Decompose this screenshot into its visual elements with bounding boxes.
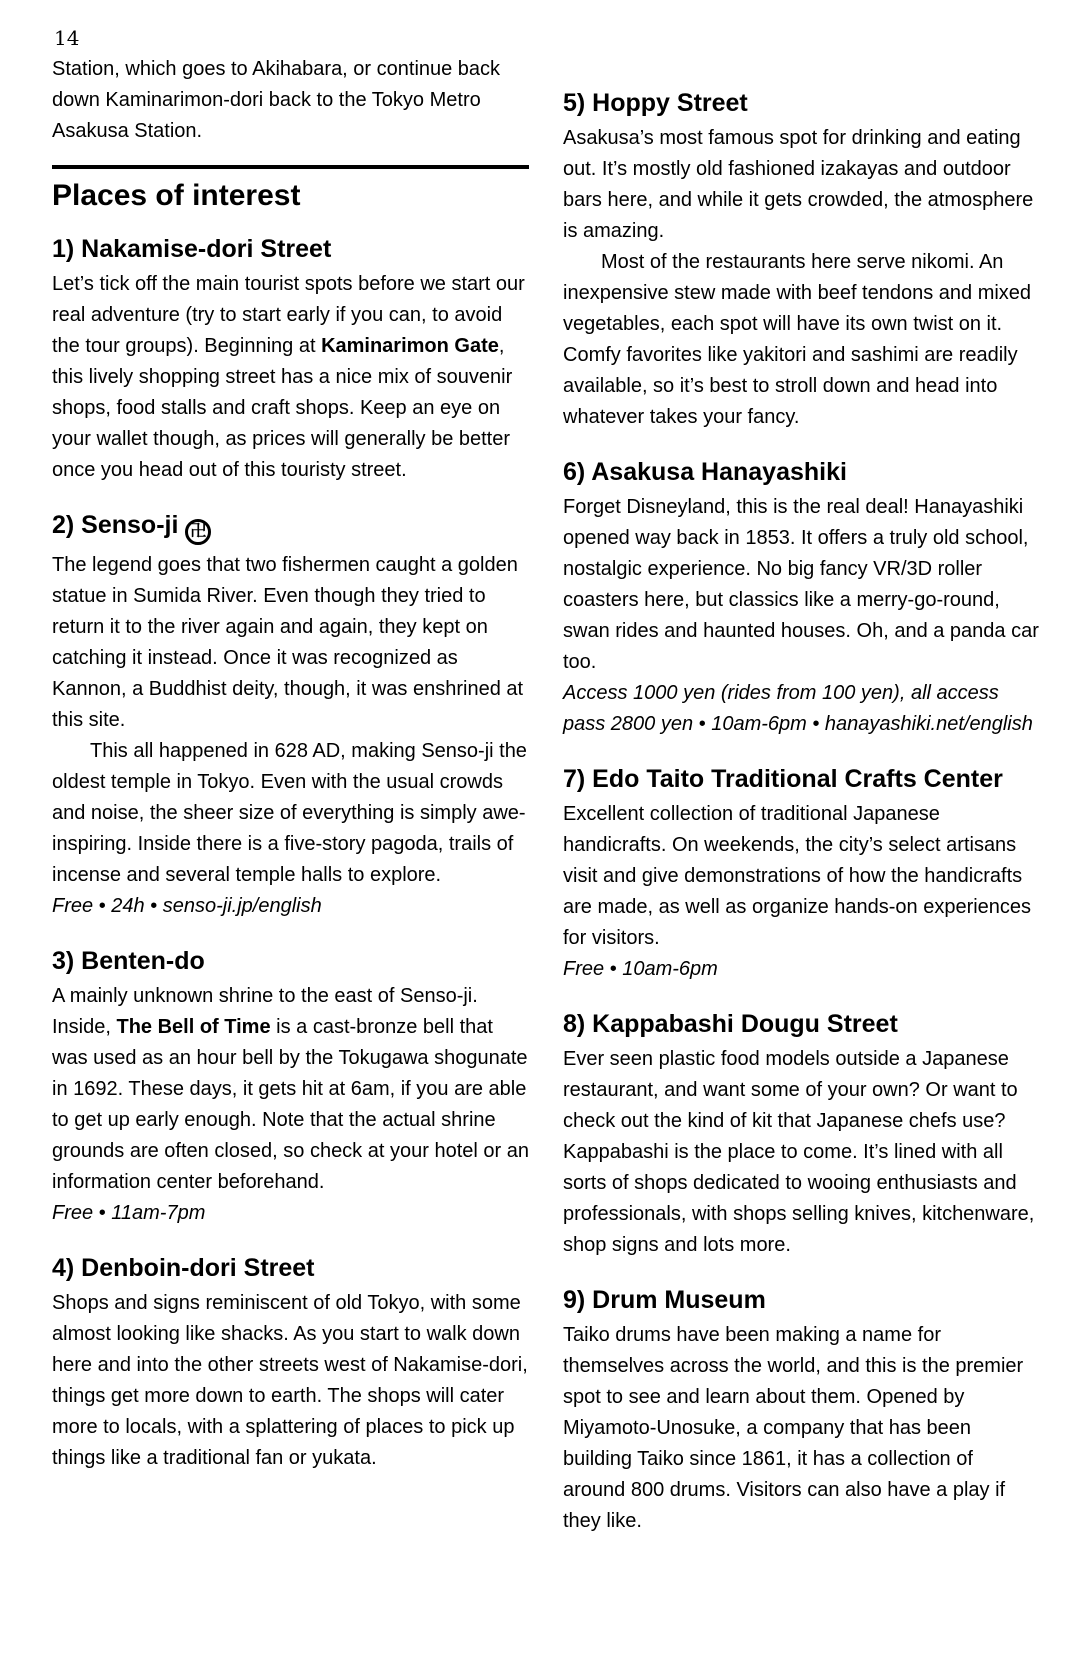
section-kappabashi-dougu-street <box>563 1009 1040 1261</box>
section-heading <box>563 457 1040 487</box>
section-denboin-dori-street <box>52 1253 529 1474</box>
section-divider <box>52 165 529 169</box>
page-section-title: Places of interest <box>52 179 301 212</box>
page-number: 14 <box>54 26 80 50</box>
section-title: 9) Drum Museum <box>563 1286 766 1314</box>
section-asakusa-hanayashiki <box>563 457 1040 740</box>
text-run: Excellent collection of traditional Japanese handicrafts. On weekends, the city’s select artisans visit and give demonstrations of how the handicrafts are made, as well as organize hands-on experiences for visitors. <box>563 803 1032 949</box>
paragraph <box>52 736 529 891</box>
section-title: 1) Nakamise-dori Street <box>52 234 332 263</box>
paragraph <box>563 123 1040 247</box>
paragraph <box>563 1320 1040 1537</box>
section-heading <box>52 1253 529 1283</box>
text-run: A mainly unknown shrine to the east of Senso-ji. Inside, <box>52 984 478 1038</box>
section-meta: Access 1000 yen (rides from 100 yen), all access pass 2800 yen • 10am-6pm • hanayashiki.net/english <box>563 682 1033 735</box>
section-senso-ji <box>52 510 529 922</box>
paragraph <box>563 492 1040 678</box>
text-run: Taiko drums have been making a name for themselves across the world, and this is the premier spot to see and learn about them. Opened by Miyamoto-Unosuke, a company that has been building Taiko since 1861, it has a collection of around 800 drums. Visitors can also have a play if they like. <box>563 1324 1024 1532</box>
section-heading <box>563 1285 1040 1315</box>
section-heading <box>52 946 529 976</box>
section-meta: Free • 10am-6pm <box>563 958 718 980</box>
paragraph <box>563 1044 1040 1261</box>
text-run: is a cast-bronze bell that was used as an hour bell by the Tokugawa shogunate in 1692. These days, it gets hit at 6am, if you are able to get up early enough. Note that the actual shrine grounds are often closed, so check at your hotel or an information center beforehand. <box>52 1015 529 1193</box>
section-edo-taito-crafts-center <box>563 764 1040 985</box>
section-nakamise-dori-street <box>52 234 529 486</box>
text-run: This all happened in 628 AD, making Senso-ji the oldest temple in Tokyo. Even with the usual crowds and noise, the sheer size of everything is simply awe-inspiring. Inside there is a five-story pagoda, trails of incense and several temple halls to explore. <box>52 739 527 886</box>
bold-text-run: Kaminarimon Gate <box>321 334 499 357</box>
section-title: 4) Denboin-dori Street <box>52 1253 315 1282</box>
section-drum-museum <box>563 1285 1040 1537</box>
paragraph <box>52 981 529 1198</box>
paragraph <box>52 550 529 736</box>
section-heading <box>563 88 1040 118</box>
text-run: Shops and signs reminiscent of old Tokyo, with some almost looking like shacks. As you start to walk down here and into the other streets west of Nakamise-dori, things get more down to earth. The shops will cater more to locals, with a splattering of places to pick up things like a traditional fan or yukata. <box>52 1291 528 1469</box>
text-run: Let’s tick off the main tourist spots before we start our real adventure (try to start early if you can, to avoid the tour groups). Beginning at <box>52 272 525 357</box>
intro-paragraph <box>52 54 529 147</box>
text-run: Asakusa’s most famous spot for drinking and eating out. It’s mostly old fashioned izakayas and outdoor bars here, and while it gets crowded, the atmosphere is amazing. <box>563 127 1034 242</box>
paragraph <box>52 1288 529 1474</box>
paragraph <box>563 247 1040 433</box>
bold-text-run: The Bell of Time <box>116 1015 271 1038</box>
section-title: 2) Senso-ji <box>52 510 179 539</box>
text-run: Most of the restaurants here serve nikomi. An inexpensive stew made with beef tendons and mixed vegetables, each spot will have its own twist on it. Comfy favorites like yakitori and sashimi are readily available, so it’s best to stroll down and head into whatever takes your fancy. <box>563 251 1032 428</box>
text-run: , this lively shopping street has a nice mix of souvenir shops, food stalls and craft shops. Keep an eye on your wallet though, as prices will generally be better once you head out of this touristy street. <box>52 334 513 481</box>
section-heading <box>52 510 529 545</box>
text-run: Ever seen plastic food models outside a Japanese restaurant, and want some of your own? Or want to check out the kind of kit that Japanese chefs use? Kappabashi is the place to come. It’s lined with all sorts of shops dedicated to wooing enthusiasts and professionals, with shops selling knives, kitchenware, shop signs and lots more. <box>563 1048 1035 1256</box>
section-title: 7) Edo Taito Traditional Crafts Center <box>563 765 1003 793</box>
section-title: 5) Hoppy Street <box>563 89 748 117</box>
two-column-layout <box>52 54 1040 1561</box>
section-meta: Free • 11am-7pm <box>52 1201 206 1224</box>
text-run: Forget Disneyland, this is the real deal! Hanayashiki opened way back in 1853. It offers a truly old school, nostalgic experience. No big fancy VR/3D roller coasters here, but classics like a merry-go-round, swan rides and haunted houses. Oh, and a panda car too. <box>563 496 1039 673</box>
section-hoppy-street <box>563 88 1040 433</box>
text-run: Station, which goes to Akihabara, or continue back down Kaminarimon-dori back to the Tokyo Metro Asakusa Station. <box>52 58 501 142</box>
left-column <box>52 54 529 1498</box>
temple-symbol-glyph: 卍 <box>190 522 207 540</box>
paragraph <box>52 269 529 486</box>
section-meta: Free • 24h • senso-ji.jp/english <box>52 894 322 917</box>
right-column <box>563 54 1040 1561</box>
section-heading <box>563 1009 1040 1039</box>
section-heading <box>52 234 529 264</box>
temple-symbol-icon <box>185 519 211 545</box>
section-benten-do <box>52 946 529 1229</box>
section-title: 8) Kappabashi Dougu Street <box>563 1010 898 1038</box>
paragraph <box>563 799 1040 954</box>
section-title: 3) Benten-do <box>52 946 205 975</box>
section-title: 6) Asakusa Hanayashiki <box>563 458 847 486</box>
section-heading <box>563 764 1040 794</box>
text-run: The legend goes that two fishermen caught a golden statue in Sumida River. Even though they tried to return it to the river again and again, they kept on catching it instead. Once it was recognized as Kannon, a Buddhist deity, though, it was enshrined at this site. <box>52 553 524 731</box>
